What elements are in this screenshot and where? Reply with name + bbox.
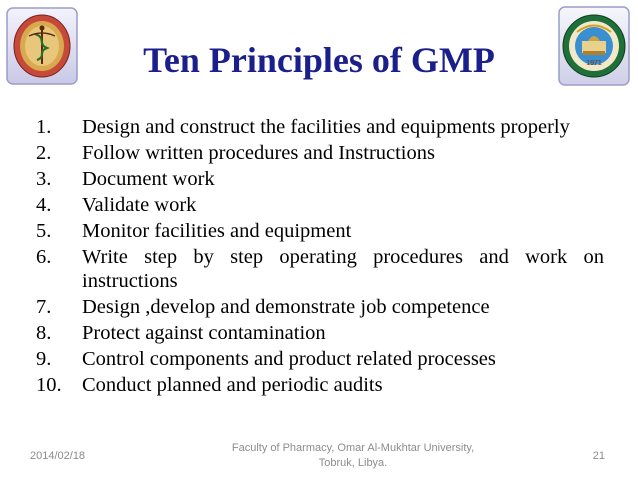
list-item-number: 7. xyxy=(36,296,52,318)
seal-year: 1971 xyxy=(586,60,602,67)
list-item xyxy=(36,245,604,293)
list-item-number: 2. xyxy=(36,142,52,164)
list-item xyxy=(36,373,604,397)
list-item-text: Design and construct the facilities and equipments properly xyxy=(82,116,570,138)
list-item xyxy=(36,347,604,371)
list-item-number: 1. xyxy=(36,116,52,138)
list-item xyxy=(36,193,604,217)
list-item xyxy=(36,115,604,139)
list-item-number: 3. xyxy=(36,168,52,190)
list-item-number: 10. xyxy=(36,374,62,396)
list-item-text: Validate work xyxy=(82,194,197,216)
list-item-number: 8. xyxy=(36,322,52,344)
slide-title: Ten Principles of GMP xyxy=(143,40,495,80)
list-item-text: Follow written procedures and Instructions xyxy=(82,142,435,164)
footer-date: 2014/02/18 xyxy=(30,450,86,462)
list-item xyxy=(36,141,604,165)
list-item-text: Document work xyxy=(82,168,215,190)
list-item-text: Control components and product related processes xyxy=(82,348,496,370)
list-item-number: 5. xyxy=(36,220,52,242)
list-item-text: Write step by step operating procedures and work on instructions xyxy=(82,246,604,292)
footer-page-number: 21 xyxy=(592,450,605,462)
list-item xyxy=(36,219,604,243)
list-item-number: 9. xyxy=(36,348,52,370)
list-item xyxy=(36,167,604,191)
list-item xyxy=(36,295,604,319)
university-seal-right xyxy=(557,5,631,85)
list-item-text: Protect against contamination xyxy=(82,322,326,344)
list-item-text: Design ,develop and demonstrate job competence xyxy=(82,296,490,318)
footer-institution: Faculty of Pharmacy, Omar Al-Mukhtar University, Tobruk, Libya. xyxy=(231,442,475,469)
principles-list xyxy=(36,115,604,399)
list-item-number: 6. xyxy=(36,246,52,268)
list-item xyxy=(36,321,604,345)
list-item-text: Monitor facilities and equipment xyxy=(82,220,352,242)
list-item-number: 4. xyxy=(36,194,52,216)
list-item-text: Conduct planned and periodic audits xyxy=(82,374,383,396)
faculty-logo-left xyxy=(5,6,79,86)
